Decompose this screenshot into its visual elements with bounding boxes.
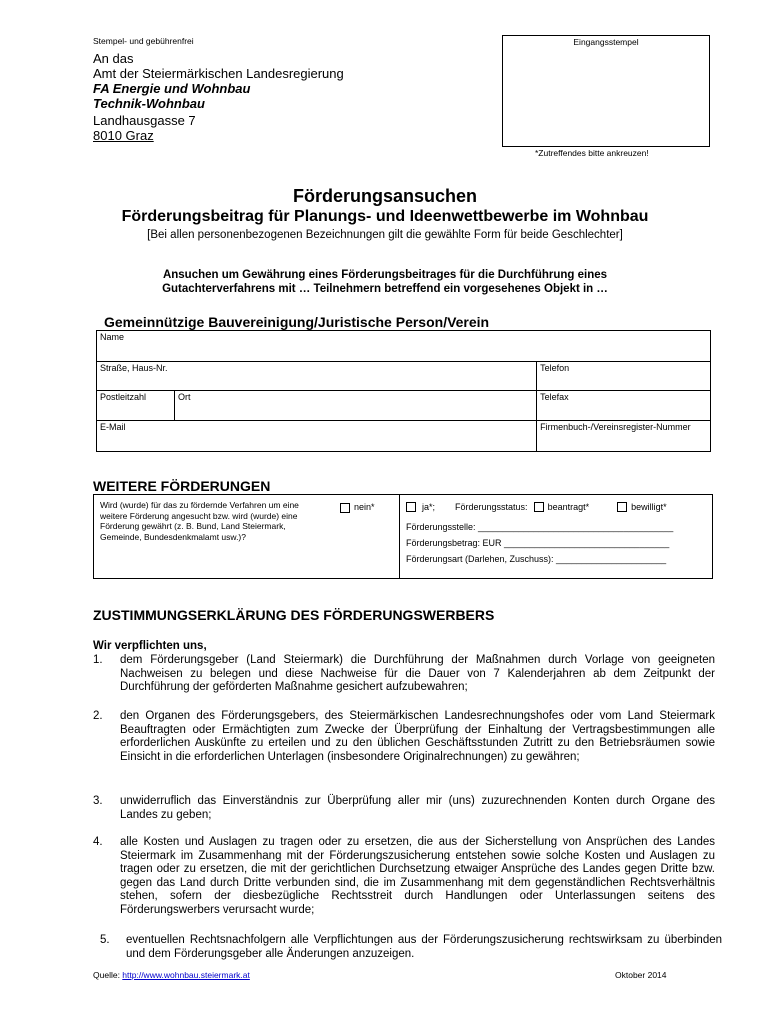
further-details-cell (400, 495, 713, 579)
applied-checkbox[interactable] (534, 502, 544, 512)
register-field[interactable]: Firmenbuch-/Vereinsregister-Nummer (537, 421, 711, 452)
fee-note: Stempel- und gebührenfrei (93, 36, 194, 46)
postcode-field[interactable]: Postleitzahl (97, 391, 175, 421)
page-subtitle: Förderungsbeitrag für Planungs- und Ideenwettbewerbe im Wohnbau (121, 208, 649, 225)
item-number: 1. (93, 654, 103, 666)
further-question-cell (94, 495, 400, 579)
item-text: alle Kosten und Auslagen zu tragen oder zu ersetzen, die aus der Sicherstellung von Ansprüchen des Landes Steiermark im Zusammenhang mit der Förderungszusicherung entstehen sowie solche Kosten und Auslagen zu tragen oder zu ersetzen, die mit der gerichtlichen Durchsetzung etwaiger Ansprüche des Landes gegen Dritte bzw. gegen das Land durch Dritte verbunden sind, die im Zusammenhang mit dem gegenständlichen Rechtsverhältnis stehen, sofern der diesbezügliche Rechtsstreit durch Handlungen oder Unterlassungen seitens des Förderungswerbers verursacht wurde; (120, 836, 715, 916)
further-table (93, 494, 713, 579)
item-text: unwiderruflich das Einverständnis zur Überprüfung aller mir (uns) zuzurechnenden Konten durch Organe des Landes zu geben; (120, 795, 715, 821)
no-label: nein* (354, 502, 375, 512)
consent-item (93, 836, 715, 917)
request-line: Ansuchen um Gewährung eines Förderungsbeitrages für die Durchführung eines (162, 269, 608, 281)
stamp-label: Eingangsstempel (573, 37, 639, 47)
item-text: eventuellen Rechtsnachfolgern alle Verpflichtungen aus der Förderungszusicherung rechtswirksam zu überbinden und dem Förderungsgeber alle Änderungen anzuzeigen. (126, 934, 722, 960)
item-number: 2. (93, 710, 103, 722)
city-field[interactable]: Ort (175, 391, 537, 421)
name-field[interactable]: Name (97, 331, 711, 362)
request-line: Gutachterverfahrens mit … Teilnehmern betreffend ein vorgesehenes Objekt in … (162, 283, 608, 295)
further-heading: WEITERE FÖRDERUNGEN (93, 478, 271, 494)
applicant-table (96, 330, 711, 452)
address-city: 8010 Graz (93, 128, 154, 143)
tick-note: *Zutreffendes bitte ankreuzen! (535, 148, 649, 158)
consent-intro: Wir verpflichten uns, (93, 640, 207, 652)
approved-checkbox[interactable] (617, 502, 627, 512)
receipt-stamp-box (502, 35, 710, 147)
funding-body-field[interactable]: Förderungsstelle: _______________________________________ (406, 522, 674, 532)
item-number: 5. (100, 934, 110, 946)
request-text (0, 268, 770, 296)
address-street: Landhausgasse 7 (93, 113, 196, 128)
yes-checkbox[interactable] (406, 502, 416, 512)
footer-source (93, 970, 250, 980)
further-question: Wird (wurde) für das zu fördernde Verfahren um eine weitere Förderung angesucht bzw. wird (wurde) eine Förderung gewährt (z. B. Bund, Land Steiermark, Gemeinde, Bundesdenkmalamt usw.)? (100, 500, 299, 542)
email-field[interactable]: E-Mail (97, 421, 537, 452)
funding-amount-field[interactable]: Förderungsbetrag: EUR _________________________________ (406, 538, 670, 548)
item-text: dem Förderungsgeber (Land Steiermark) die Durchführung der Maßnahmen durch Vorlage von geeigneten Nachweisen zu belegen und diese Nachweise für die Dauer von 7 Kalenderjahren ab dem Zeitpunkt der Durchführung der geförderten Maßnahme gesichert aufzubewahren; (120, 654, 715, 693)
phone-field[interactable]: Telefon (537, 362, 711, 391)
item-number: 3. (93, 795, 103, 807)
street-field[interactable]: Straße, Haus-Nr. (97, 362, 537, 391)
footer-date: Oktober 2014 (615, 970, 667, 980)
source-label: Quelle: (93, 970, 123, 980)
item-text: den Organen des Förderungsgebers, des Steiermärkischen Landesrechnungshofes oder vom Land Steiermark Beauftragten oder Ermächtigten zum Zwecke der Überprüfung der Einhaltung der Vertragsbestimmungen alle erforderlichen Auskünfte zu erteilen und zu den üblichen Geschäftsstunden Zutritt zu den Betriebsräumen sowie Einsicht in die erforderlichen Unterlagen (insbesondere Originalrechnungen) zu gewähren; (120, 710, 715, 763)
address-line: An das (93, 51, 134, 66)
no-checkbox[interactable] (340, 503, 350, 513)
item-number: 4. (93, 836, 103, 848)
consent-item (100, 934, 722, 961)
page-title: Förderungsansuchen (292, 186, 478, 206)
yes-label: ja*; (422, 502, 436, 512)
consent-heading: ZUSTIMMUNGSERKLÄRUNG DES FÖRDERUNGSWERBERS (93, 607, 495, 623)
funding-type-field[interactable]: Förderungsart (Darlehen, Zuschuss): ______________________ (406, 554, 667, 564)
recipient-address (93, 51, 344, 143)
status-label: Förderungsstatus: (455, 502, 528, 512)
consent-item (93, 710, 715, 764)
gender-note: [Bei allen personenbezogenen Bezeichnungen gilt die gewählte Form für beide Geschlechter] (147, 229, 623, 241)
no-option[interactable] (340, 502, 375, 542)
consent-item (93, 795, 715, 822)
approved-label: bewilligt* (631, 502, 667, 512)
address-unit: Technik-Wohnbau (93, 96, 205, 111)
applied-label: beantragt* (547, 502, 590, 512)
fax-field[interactable]: Telefax (537, 391, 711, 421)
address-department: FA Energie und Wohnbau (93, 81, 251, 96)
source-link[interactable]: http://www.wohnbau.steiermark.at (122, 970, 250, 980)
applicant-heading: Gemeinnützige Bauvereinigung/Juristische Person/Verein (104, 314, 490, 330)
address-line: Amt der Steiermärkischen Landesregierung (93, 66, 344, 81)
consent-item (93, 654, 715, 695)
